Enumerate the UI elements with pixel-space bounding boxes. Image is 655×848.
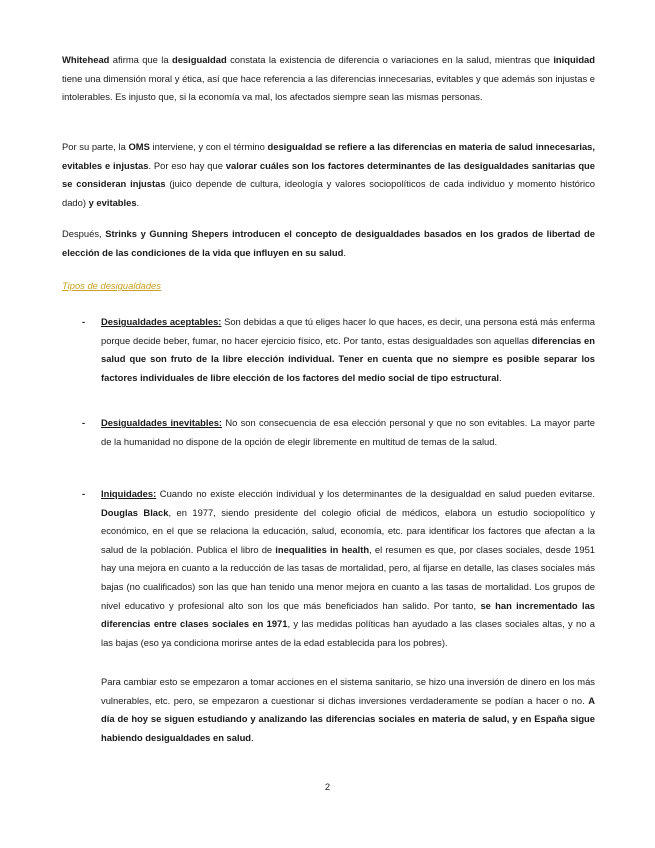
list-dash: - [82,316,86,327]
paragraph-oms: Por su parte, la OMS interviene, y con el término desigualdad se refiere a las diferencias en materia de salud innecesarias, evitables e injustas. Por eso hay que valorar cuáles son los factores determinantes de las desigualdades sanitarias que se consideran injustas (juico depende de cultura, ideología y valores sociopolíticos de cada individuo y momento histórico dado) y evitables. [62,141,595,208]
list-item-text: Desigualdades inevitables: No son consecuencia de esa elección personal y que no son evitables. La mayor parte de la humanidad no dispone de la opción de elegir libremente en multitud de temas de la salud. [101,417,595,447]
list-dash: - [82,417,86,428]
paragraph-strinks: Después, Strinks y Gunning Shepers introducen el concepto de desigualdades basados en los grados de libertad de elección de las condiciones de la vida que influyen en su salud. [62,228,595,258]
list-item-text: Desigualdades aceptables: Son debidas a que tú eliges hacer lo que haces, es decir, una persona está más enferma porque decide beber, fumar, no hacer ejercicio físico, etc. Por tanto, estas desigualdades son aquellas diferencias en salud que son fruto de la libre elección individual. Tener en cuenta que no siempre es posible separar los factores individuales de libre elección de los factores del medio social de tipo estructural. [101,316,595,383]
list-item-text: Iniquidades: Cuando no existe elección individual y los determinantes de la desigualdad en salud pueden evitarse. Douglas Black, en 1977, siendo presidente del colegio oficial de médicos, elabora un estudio sociopolítico y económico, en el que se relaciona la educación, salud, economía, etc. para identificar los factores que afectan a la salud de la población. Publica el libro de inequalities in health, el resumen es que, por clases sociales, desde 1951 hay una mejora en cuanto a la reducción de las tasas de mortalidad, pero, al fijarse en detalle, las clases sociales más bajas (no cualificados) son las que han tenido una menor mejora en cuanto a las tasas de mortalidad. Los grupos de nivel educativo y profesional alto son los que más beneficiados han salido. Por tanto, se han incrementado las diferencias entre clases sociales en 1971, y las medidas políticas han ayudado a las clases sociales altas, y no a las bajas (eso ya condiciona morirse antes de la edad establecida para los pobres). [101,488,595,648]
paragraph-whitehead: Whitehead afirma que la desigualdad constata la existencia de diferencia o variaciones en la salud, mientras que iniquidad tiene una dimensión moral y ética, así que hace referencia a las diferencias innecesarias, evitables y que además son injustas e intolerables. Es injusto que, si la economía va mal, los afectados siempre sean las mismas personas. [62,54,595,103]
section-heading: Tipos de desigualdades [62,280,161,291]
page-number: 2 [324,781,331,792]
list-dash: - [82,488,86,499]
paragraph-closing: Para cambiar esto se empezaron a tomar acciones en el sistema sanitario, se hizo una inversión de dinero en los más vulnerables, etc. pero, se empezaron a cuestionar si dichas inversiones verdaderamente se podían a hacer o no. A día de hoy se siguen estudiando y analizando las diferencias sociales en materia de salud, y en España sigue habiendo desigualdades en salud. [101,676,595,743]
